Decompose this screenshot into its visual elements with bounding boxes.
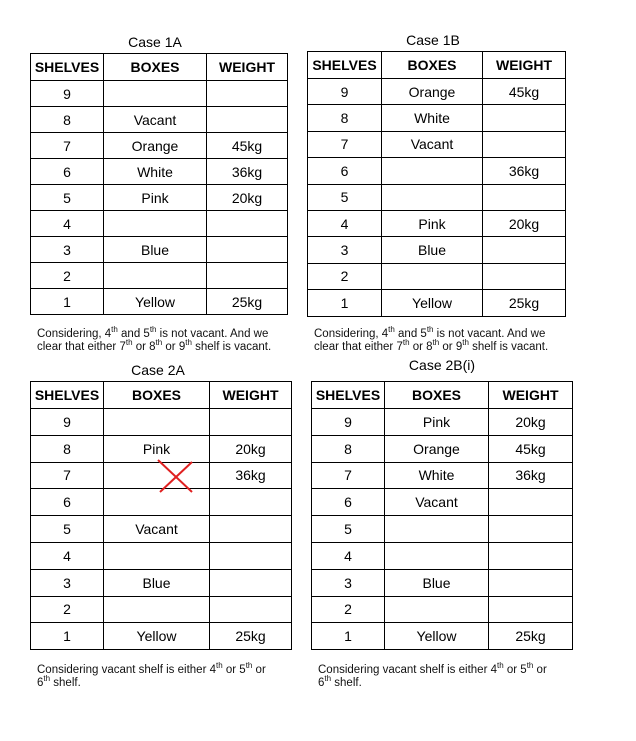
box-cell: Vacant	[104, 516, 210, 543]
weight-cell	[210, 489, 292, 516]
shelf-cell: 2	[31, 596, 104, 623]
weight-cell	[483, 131, 566, 157]
weight-cell: 36kg	[207, 159, 288, 185]
table-row	[312, 569, 573, 596]
table-row	[31, 289, 288, 315]
case-note	[318, 661, 588, 690]
weight-cell: 20kg	[207, 185, 288, 211]
shelf-cell: 4	[31, 211, 104, 237]
header-row	[308, 52, 566, 79]
box-cell	[104, 596, 210, 623]
weight-cell	[210, 409, 292, 436]
shelf-cell: 3	[312, 569, 385, 596]
weight-cell	[207, 263, 288, 289]
table-row	[31, 107, 288, 133]
box-cell	[104, 211, 207, 237]
case-note	[37, 661, 307, 690]
weight-cell	[207, 237, 288, 263]
header-row	[31, 54, 288, 81]
box-cell	[385, 516, 489, 543]
weight-cell	[210, 596, 292, 623]
note-line: 6th shelf.	[37, 674, 81, 689]
table-row	[312, 542, 573, 569]
note-line: Considering vacant shelf is either 4th or 5th or	[318, 661, 547, 676]
table-row	[312, 596, 573, 623]
shelf-cell: 9	[308, 79, 382, 105]
weight-cell	[489, 569, 573, 596]
weight-cell: 36kg	[489, 462, 573, 489]
case-note	[37, 325, 307, 354]
weight-cell	[207, 81, 288, 107]
shelf-cell: 7	[31, 133, 104, 159]
table-row	[31, 133, 288, 159]
weight-cell: 45kg	[483, 79, 566, 105]
table-row	[31, 237, 288, 263]
weight-cell: 25kg	[483, 290, 566, 316]
table-row	[31, 81, 288, 107]
shelf-table	[311, 381, 573, 650]
weight-cell: 36kg	[483, 158, 566, 184]
weight-cell: 20kg	[483, 210, 566, 236]
note-line: Considering, 4th and 5th is not vacant. And we	[314, 325, 546, 340]
shelf-cell: 8	[31, 107, 104, 133]
weight-cell	[489, 596, 573, 623]
header-row	[312, 382, 573, 409]
shelf-cell: 1	[31, 289, 104, 315]
column-header-boxes: BOXES	[382, 52, 483, 79]
box-cell: Yellow	[104, 289, 207, 315]
table-row	[31, 211, 288, 237]
weight-cell	[489, 489, 573, 516]
weight-cell	[207, 107, 288, 133]
table-row	[312, 516, 573, 543]
table-row	[31, 159, 288, 185]
weight-cell	[483, 237, 566, 263]
box-cell: White	[104, 159, 207, 185]
red-cross-mark	[156, 458, 196, 494]
box-cell: Pink	[382, 210, 483, 236]
note-line: clear that either 7th or 8th or 9th shelf is vacant.	[37, 338, 272, 353]
column-header-weight: WEIGHT	[210, 382, 292, 409]
shelf-cell: 5	[308, 184, 382, 210]
column-header-weight: WEIGHT	[207, 54, 288, 81]
case-note	[314, 325, 589, 354]
weight-cell	[210, 542, 292, 569]
box-cell	[382, 158, 483, 184]
box-cell: Orange	[104, 133, 207, 159]
weight-cell	[483, 105, 566, 131]
table-row	[308, 79, 566, 105]
shelf-table	[30, 53, 288, 315]
box-cell: White	[385, 462, 489, 489]
box-cell: Blue	[104, 237, 207, 263]
shelf-cell: 9	[31, 81, 104, 107]
box-cell: Orange	[385, 435, 489, 462]
table-row	[312, 623, 573, 650]
table-row	[31, 596, 292, 623]
weight-cell: 20kg	[489, 409, 573, 436]
table-row	[308, 158, 566, 184]
box-cell: Pink	[104, 435, 210, 462]
shelf-cell: 7	[308, 131, 382, 157]
column-header-shelves: SHELVES	[31, 382, 104, 409]
table-row	[31, 185, 288, 211]
box-cell: Vacant	[382, 131, 483, 157]
table-row	[31, 409, 292, 436]
weight-cell: 45kg	[207, 133, 288, 159]
box-cell	[382, 263, 483, 289]
weight-cell: 45kg	[489, 435, 573, 462]
note-line: Considering, 4th and 5th is not vacant. And we	[37, 325, 269, 340]
table-row	[308, 105, 566, 131]
shelf-table	[30, 381, 292, 650]
box-cell	[104, 409, 210, 436]
box-cell: White	[382, 105, 483, 131]
shelf-cell: 6	[31, 489, 104, 516]
weight-cell	[207, 211, 288, 237]
weight-cell: 25kg	[489, 623, 573, 650]
box-cell	[104, 263, 207, 289]
shelf-cell: 8	[308, 105, 382, 131]
table-row	[308, 263, 566, 289]
table-row	[308, 210, 566, 236]
shelf-cell: 4	[31, 542, 104, 569]
weight-cell	[489, 516, 573, 543]
case-title: Case 2A	[131, 362, 185, 378]
weight-cell: 36kg	[210, 462, 292, 489]
table-row	[308, 237, 566, 263]
table-row	[308, 290, 566, 316]
box-cell	[382, 184, 483, 210]
shelf-cell: 5	[312, 516, 385, 543]
shelf-cell: 9	[312, 409, 385, 436]
shelf-cell: 2	[308, 263, 382, 289]
note-line: clear that either 7th or 8th or 9th shelf is vacant.	[314, 338, 549, 353]
table-row	[312, 409, 573, 436]
table-row	[312, 489, 573, 516]
column-header-boxes: BOXES	[385, 382, 489, 409]
table-row	[31, 516, 292, 543]
box-cell: Orange	[382, 79, 483, 105]
shelf-cell: 8	[312, 435, 385, 462]
shelf-cell: 1	[312, 623, 385, 650]
case-title: Case 2B(i)	[408, 357, 476, 373]
box-cell: Yellow	[382, 290, 483, 316]
shelf-cell: 7	[31, 462, 104, 489]
table-row	[31, 542, 292, 569]
box-cell	[385, 542, 489, 569]
shelf-cell: 4	[312, 542, 385, 569]
weight-cell	[210, 516, 292, 543]
shelf-cell: 1	[308, 290, 382, 316]
table-row	[308, 131, 566, 157]
weight-cell	[483, 263, 566, 289]
shelf-cell: 9	[31, 409, 104, 436]
shelf-cell: 3	[31, 569, 104, 596]
box-cell: Blue	[104, 569, 210, 596]
box-cell: Vacant	[104, 107, 207, 133]
shelf-cell: 5	[31, 185, 104, 211]
column-header-shelves: SHELVES	[31, 54, 104, 81]
box-cell	[104, 81, 207, 107]
box-cell	[385, 596, 489, 623]
column-header-boxes: BOXES	[104, 54, 207, 81]
shelf-cell: 6	[308, 158, 382, 184]
weight-cell	[489, 542, 573, 569]
table-row	[31, 263, 288, 289]
weight-cell: 20kg	[210, 435, 292, 462]
column-header-weight: WEIGHT	[489, 382, 573, 409]
shelf-cell: 2	[31, 263, 104, 289]
box-cell: Yellow	[104, 623, 210, 650]
case-title: Case 1B	[406, 32, 460, 48]
shelf-cell: 3	[31, 237, 104, 263]
box-cell: Vacant	[385, 489, 489, 516]
weight-cell	[210, 569, 292, 596]
table-row	[308, 184, 566, 210]
box-cell: Blue	[385, 569, 489, 596]
weight-cell: 25kg	[210, 623, 292, 650]
column-header-weight: WEIGHT	[483, 52, 566, 79]
column-header-shelves: SHELVES	[312, 382, 385, 409]
column-header-shelves: SHELVES	[308, 52, 382, 79]
box-cell: Pink	[385, 409, 489, 436]
note-line: 6th shelf.	[318, 674, 362, 689]
shelf-cell: 5	[31, 516, 104, 543]
shelf-cell: 8	[31, 435, 104, 462]
shelf-cell: 2	[312, 596, 385, 623]
case-title: Case 1A	[128, 34, 182, 50]
shelf-cell: 3	[308, 237, 382, 263]
table-row	[312, 462, 573, 489]
column-header-boxes: BOXES	[104, 382, 210, 409]
header-row	[31, 382, 292, 409]
table-row	[31, 623, 292, 650]
box-cell: Pink	[104, 185, 207, 211]
shelf-cell: 4	[308, 210, 382, 236]
weight-cell	[483, 184, 566, 210]
note-line: Considering vacant shelf is either 4th or 5th or	[37, 661, 266, 676]
shelf-cell: 6	[31, 159, 104, 185]
table-row	[312, 435, 573, 462]
box-cell: Blue	[382, 237, 483, 263]
shelf-cell: 7	[312, 462, 385, 489]
weight-cell: 25kg	[207, 289, 288, 315]
shelf-table	[307, 51, 566, 317]
shelf-cell: 6	[312, 489, 385, 516]
box-cell: Yellow	[385, 623, 489, 650]
shelf-cell: 1	[31, 623, 104, 650]
table-row	[31, 569, 292, 596]
box-cell	[104, 542, 210, 569]
